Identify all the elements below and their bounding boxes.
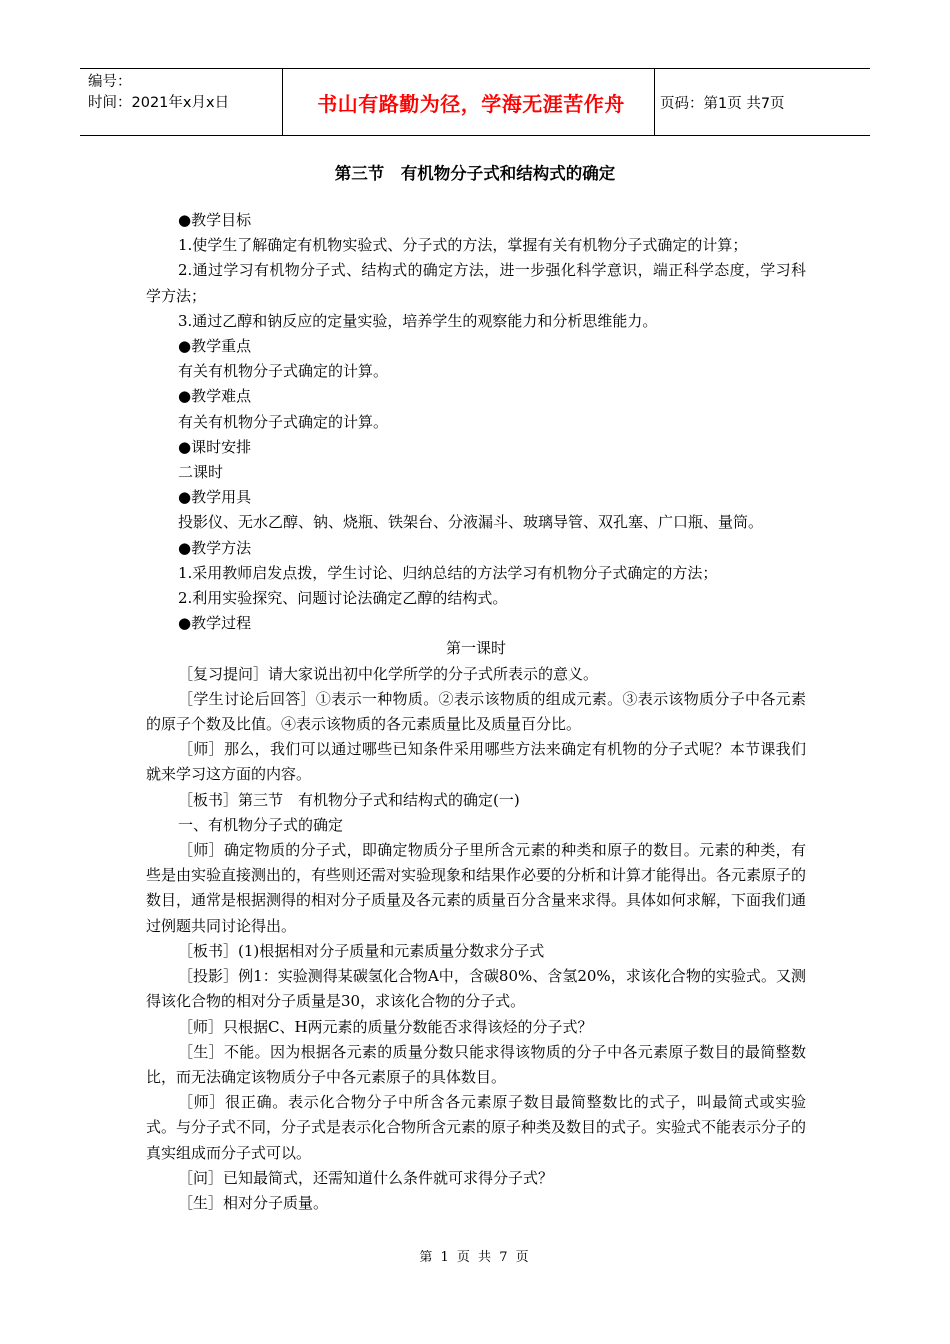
page-footer: 第 1 页 共 7 页	[419, 1250, 531, 1265]
paragraph: ［师］很正确。表示化合物分子中所含各元素原子数目最简整数比的式子，叫最简式或实验式。与分子式不同，分子式是表示化合物所含元素的原子种类及数目的式子。实验式不能表示分子的真实组成而分子式可以。	[146, 1093, 807, 1162]
lesson-heading: 第一课时	[445, 639, 506, 658]
paragraph: 有关有机物分子式确定的计算。	[178, 362, 389, 381]
section-heading: ●教学用具	[178, 488, 252, 507]
header-motto: 书山有路勤为径，学海无涯苦作舟	[317, 91, 625, 116]
section-heading: ●教学过程	[178, 614, 252, 633]
paragraph: ［生］相对分子质量。	[178, 1193, 329, 1212]
paragraph: 3.通过乙醇和钠反应的定量实验，培养学生的观察能力和分析思维能力。	[178, 311, 658, 330]
paragraph: 2.通过学习有机物分子式、结构式的确定方法，进一步强化科学意识，端正科学态度，学习科学方法；	[146, 261, 806, 305]
paragraph: ［问］已知最简式，还需知道什么条件就可求得分子式？	[178, 1168, 554, 1187]
paragraph: ［板书］第三节 有机物分子式和结构式的确定(一)	[178, 790, 520, 809]
number-label: 编号：	[88, 74, 132, 90]
paragraph: 1.采用教师启发点拨，学生讨论、归纳总结的方法学习有机物分子式确定的方法；	[178, 563, 718, 582]
header-divider	[282, 69, 283, 135]
paragraph: 二课时	[178, 463, 224, 482]
paragraph: 投影仪、无水乙醇、钠、烧瓶、铁架台、分液漏斗、玻璃导管、双孔塞、广口瓶、量筒。	[178, 513, 764, 532]
header-table	[80, 68, 870, 136]
header-page-info: 页码：第1页 共7页	[660, 95, 785, 112]
paragraph: 一、有机物分子式的确定	[178, 815, 344, 834]
header-meta	[88, 72, 229, 114]
paragraph: ［板书］(1)根据相对分子质量和元素质量分数求分子式	[178, 941, 545, 960]
paragraph: 1.使学生了解确定有机物实验式、分子式的方法，掌握有关有机物分子式确定的计算；	[178, 236, 748, 255]
section-heading: ●教学目标	[178, 211, 252, 229]
section-heading: ●课时安排	[178, 437, 252, 456]
paragraph: ［师］只根据C、H两元素的质量分数能否求得该烃的分子式？	[178, 1017, 593, 1036]
paragraph: ［学生讨论后回答］①表示一种物质。②表示该物质的组成元素。③表示该物质分子中各元素的原子个数及比值。④表示该物质的各元素质量比及质量百分比。	[146, 689, 806, 734]
paragraph: 有关有机物分子式确定的计算。	[178, 412, 389, 431]
paragraph: ［生］不能。因为根据各元素的质量分数只能求得该物质的分子中各元素原子数目的最简整数比，而无法确定该物质分子中各元素原子的具体数目。	[146, 1042, 806, 1086]
paragraph: 2.利用实验探究、问题讨论法确定乙醇的结构式。	[178, 589, 508, 608]
paragraph: ［投影］例1：实验测得某碳氢化合物A中，含碳80%、含氢20%，求该化合物的实验式。又测得该化合物的相对分子质量是30，求该化合物的分子式。	[146, 967, 806, 1011]
section-heading: ●教学难点	[178, 387, 252, 406]
section-heading: ●教学方法	[178, 538, 252, 557]
document-body	[146, 208, 806, 1216]
paragraph: ［师］那么，我们可以通过哪些已知条件采用哪些方法来确定有机物的分子式呢？本节课我们就来学习这方面的内容。	[146, 740, 806, 784]
paragraph: ［师］确定物质的分子式，即确定物质分子里所含元素的种类和原子的数目。元素的种类，有些是由实验直接测出的，有些则还需对实验现象和结果作必要的分析和计算才能得出。各元素原子的数目，通常是根据测得的相对分子质量及各元素的质量百分含量来求得。具体如何求解，下面我们通过例题共同讨论得出。	[146, 841, 807, 935]
header-divider	[654, 69, 655, 135]
document-title: 第三节 有机物分子式和结构式的确定	[334, 164, 616, 183]
time-label: 时间：2021年x月x日	[88, 95, 230, 111]
paragraph: ［复习提问］请大家说出初中化学所学的分子式所表示的意义。	[178, 664, 599, 683]
section-heading: ●教学重点	[178, 337, 252, 356]
